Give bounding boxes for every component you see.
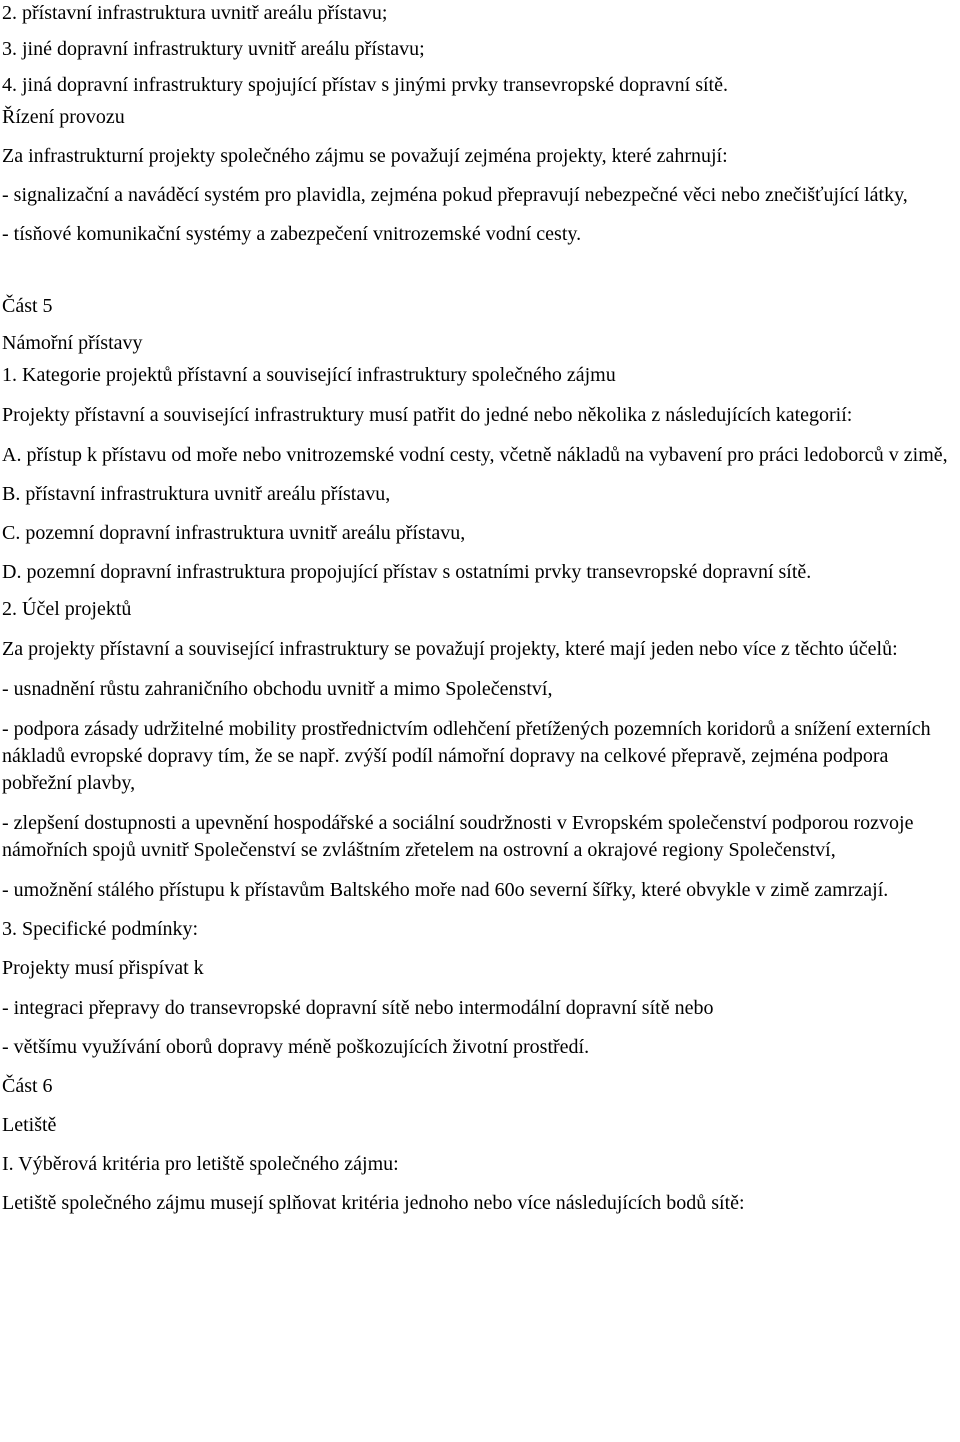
bullet-integration: - integraci přepravy do transevropské dopravní sítě nebo intermodální dopravní sítě nebo — [2, 997, 714, 1019]
list-item-other-infrastructure: 3. jiné dopravní infrastruktury uvnitř areálu přístavu; — [2, 38, 425, 60]
category-item-b: B. přístavní infrastruktura uvnitř areálu přístavu, — [2, 483, 391, 505]
category-item-c: C. pozemní dopravní infrastruktura uvnitř areálu přístavu, — [2, 522, 466, 544]
category-item-d: D. pozemní dopravní infrastruktura propojující přístav s ostatními prvky transevropské dopravní sítě. — [2, 561, 812, 583]
paragraph-categories-intro: Projekty přístavní a související infrastruktury musí patřit do jedné nebo několika z následujících kategorií: — [2, 404, 853, 426]
category-item-a: A. přístup k přístavu od moře nebo vnitrozemské vodní cesty, včetně nákladů na vybavení pro práci ledoborců v zimě, — [2, 444, 948, 466]
paragraph-purpose-intro: Za projekty přístavní a související infrastruktury se považují projekty, které mají jeden nebo více z těchto účelů: — [2, 638, 898, 660]
paragraph-projects-intro: Za infrastrukturní projekty společného zájmu se považují zejména projekty, které zahrnují: — [2, 145, 728, 167]
bullet-sustainable-mobility: - podpora zásady udržitelné mobility prostřednictvím odlehčení přetížených pozemních koridorů a snížení externích nákladů evropské dopravy tím, že se např. zvýší podíl námořní dopravy na celkové přepravě, zejména podpora pobřežní plavby, — [2, 718, 931, 794]
part-heading: Část 5 — [2, 295, 53, 317]
section-heading-traffic-management: Řízení provozu — [2, 106, 125, 128]
section-heading-specific-conditions: 3. Specifické podmínky: — [2, 918, 199, 940]
bullet-baltic-access: - umožnění stálého přístupu k přístavům Baltského moře nad 60o severní šířky, které obvykle v zimě zamrzají. — [2, 879, 889, 901]
bullet-signaling-system: - signalizační a naváděcí systém pro plavidla, zejména pokud přepravují nebezpečné věci nebo znečišťující látky, — [2, 184, 908, 206]
list-item-port-infrastructure: 2. přístavní infrastruktura uvnitř areálu přístavu; — [2, 2, 388, 24]
section-heading-purpose: 2. Účel projektů — [2, 598, 132, 620]
bullet-environmental-transport: - většímu využívání oborů dopravy méně poškozujících životní prostředí. — [2, 1036, 590, 1058]
bullet-foreign-trade: - usnadnění růstu zahraničního obchodu uvnitř a mimo Společenství, — [2, 678, 553, 700]
section-heading-categories: 1. Kategorie projektů přístavní a související infrastruktury společného zájmu — [2, 364, 616, 386]
paragraph-criteria-intro: Letiště společného zájmu musejí splňovat kritéria jednoho nebo více následujících bodů sítě: — [2, 1192, 745, 1214]
document-body — [2, 0, 958, 1217]
part-title: Námořní přístavy — [2, 332, 143, 354]
section-heading-selection-criteria: I. Výběrová kritéria pro letiště společného zájmu: — [2, 1153, 399, 1175]
list-item-connecting-infrastructure: 4. jiná dopravní infrastruktury spojující přístav s jinými prvky transevropské dopravní sítě. — [2, 74, 728, 96]
part-heading-airports: Část 6 — [2, 1075, 53, 1097]
paragraph-conditions-intro: Projekty musí přispívat k — [2, 957, 204, 979]
bullet-emergency-communication: - tísňové komunikační systémy a zabezpečení vnitrozemské vodní cesty. — [2, 223, 582, 245]
bullet-accessibility: - zlepšení dostupnosti a upevnění hospodářské a sociální soudržnosti v Evropském společenství podporou rozvoje námořních spojů uvnitř Společenství se zvláštním zřetelem na ostrovní a okrajové regiony Společenství, — [2, 812, 914, 861]
part-title-airports: Letiště — [2, 1114, 57, 1136]
